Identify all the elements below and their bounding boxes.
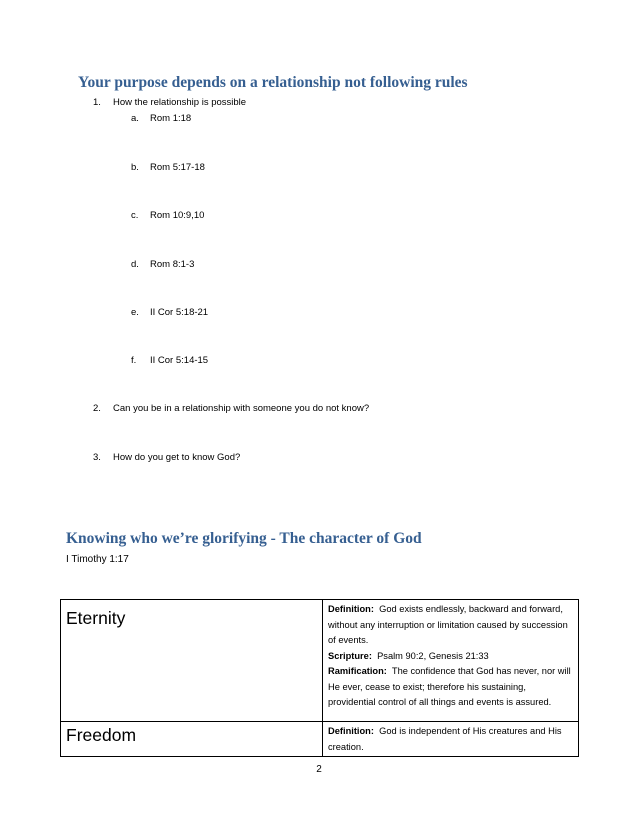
scripture-label: Scripture: <box>328 650 372 661</box>
ref-item-c <box>131 210 204 221</box>
table-row <box>61 722 579 757</box>
list-item-q2 <box>93 403 369 414</box>
ref-item-e <box>131 307 208 318</box>
ref-text: II Cor 5:14-15 <box>150 355 209 366</box>
ref-letter: f. <box>131 355 137 366</box>
ref-letter: e. <box>131 307 139 318</box>
ramification-label: Ramification: <box>328 666 387 676</box>
definition-label: Definition: <box>328 604 374 614</box>
ref-item-d <box>131 259 194 270</box>
ref-text: II Cor 5:18-21 <box>150 307 209 318</box>
list-item-text: Can you be in a relationship with someone you do not know? <box>113 403 370 414</box>
scripture-text: Psalm 90:2, Genesis 21:33 <box>377 650 489 661</box>
list-number: 1. <box>93 97 101 108</box>
definition-label: Definition: <box>328 726 374 736</box>
scripture-reference: I Timothy 1:17 <box>66 554 129 565</box>
list-item-q3 <box>93 452 240 463</box>
attribute-name: Eternity <box>61 600 323 722</box>
ref-text: Rom 5:17-18 <box>150 162 205 173</box>
ramification-text: The confidence that God has never, nor will He ever, cease to exist; therefore his sustaining, providential control of all things and events is assured. <box>328 666 571 707</box>
ref-item-a <box>131 113 191 124</box>
list-number: 2. <box>93 403 101 414</box>
list-item-q1 <box>93 97 246 108</box>
ref-item-f <box>131 355 208 366</box>
table-row <box>61 600 579 722</box>
section-heading-character: Knowing who we’re glorifying - The character of God <box>66 530 422 547</box>
ref-letter: b. <box>131 162 139 173</box>
ref-text: Rom 10:9,10 <box>150 210 205 221</box>
ref-letter: c. <box>131 210 139 221</box>
section-heading-purpose: Your purpose depends on a relationship not following rules <box>78 74 468 91</box>
definition-text: God exists endlessly, backward and forward, without any interruption or limitation caused by succession of events. <box>328 604 568 645</box>
ref-item-b <box>131 162 205 173</box>
attribute-name: Freedom <box>61 722 323 757</box>
ref-letter: d. <box>131 259 139 270</box>
ref-text: Rom 1:18 <box>150 113 192 124</box>
page-number: 2 <box>316 764 322 775</box>
attribute-description <box>323 722 579 757</box>
attribute-description <box>323 600 579 722</box>
ref-letter: a. <box>131 113 139 124</box>
list-item-text: How the relationship is possible <box>113 97 247 108</box>
list-number: 3. <box>93 452 101 463</box>
definition-text: God is independent of His creatures and His creation. <box>328 726 562 752</box>
ref-text: Rom 8:1-3 <box>150 259 195 270</box>
list-item-text: How do you get to know God? <box>113 452 241 463</box>
attributes-table <box>60 599 579 757</box>
